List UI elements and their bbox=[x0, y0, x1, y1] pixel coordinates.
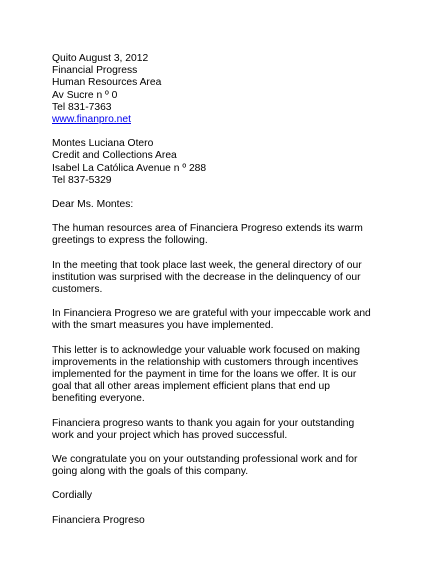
body-line: work and your project which has proved successful. bbox=[52, 429, 288, 441]
sender-company: Financial Progress bbox=[52, 65, 138, 77]
signature bbox=[52, 515, 420, 527]
body-line: customers. bbox=[52, 284, 103, 296]
body-paragraph-6 bbox=[52, 454, 420, 478]
body-line: This letter is to acknowledge your valuable work focused on making bbox=[52, 344, 360, 356]
sender-website-link[interactable]: www.finanpro.net bbox=[52, 114, 131, 126]
salutation-text: Dear Ms. Montes: bbox=[52, 199, 134, 211]
sender-block bbox=[52, 53, 420, 126]
letter bbox=[52, 53, 420, 539]
salutation bbox=[52, 199, 420, 211]
body-paragraph-2 bbox=[52, 260, 420, 297]
body-paragraph-5 bbox=[52, 418, 420, 442]
body-line: goal that all other areas implement efficient plans that end up bbox=[52, 381, 331, 393]
body-line: The human resources area of Financiera Progreso extends its warm bbox=[52, 223, 363, 235]
body-paragraph-1 bbox=[52, 223, 420, 247]
recipient-name: Montes Luciana Otero bbox=[52, 138, 154, 150]
recipient-phone: Tel 837-5329 bbox=[52, 174, 112, 186]
recipient-department: Credit and Collections Area bbox=[52, 150, 177, 162]
body-line: with the smart measures you have implemented. bbox=[52, 320, 274, 332]
body-line: institution was surprised with the decrease in the delinquency of our bbox=[52, 271, 361, 283]
body-line: In Financiera Progreso we are grateful with your impeccable work and bbox=[52, 308, 371, 320]
closing-text: Cordially bbox=[52, 490, 93, 502]
sender-department: Human Resources Area bbox=[52, 77, 162, 89]
body-line: benefiting everyone. bbox=[52, 393, 145, 405]
body-line: improvements in the relationship with customers through incentives bbox=[52, 356, 359, 368]
body-line: implemented for the payment in time for the loans we offer. It is our bbox=[52, 369, 357, 381]
sender-website-line bbox=[52, 114, 420, 126]
body-line: In the meeting that took place last week, the general directory of our bbox=[52, 259, 362, 271]
sender-phone: Tel 831-7363 bbox=[52, 101, 112, 113]
closing bbox=[52, 490, 420, 502]
body-line: greetings to express the following. bbox=[52, 235, 208, 247]
recipient-block bbox=[52, 138, 420, 187]
body-line: Financiera progreso wants to thank you again for your outstanding bbox=[52, 417, 355, 429]
letter-date: Quito August 3, 2012 bbox=[52, 53, 149, 64]
body-paragraph-4 bbox=[52, 345, 420, 406]
sender-address: Av Sucre n º 0 bbox=[52, 89, 118, 101]
recipient-address: Isabel La Católica Avenue n º 288 bbox=[52, 162, 207, 174]
body-line: going along with the goals of this company. bbox=[52, 466, 249, 478]
signature-text: Financiera Progreso bbox=[52, 514, 145, 526]
body-paragraph-3 bbox=[52, 308, 420, 332]
body-line: We congratulate you on your outstanding professional work and for bbox=[52, 454, 358, 466]
